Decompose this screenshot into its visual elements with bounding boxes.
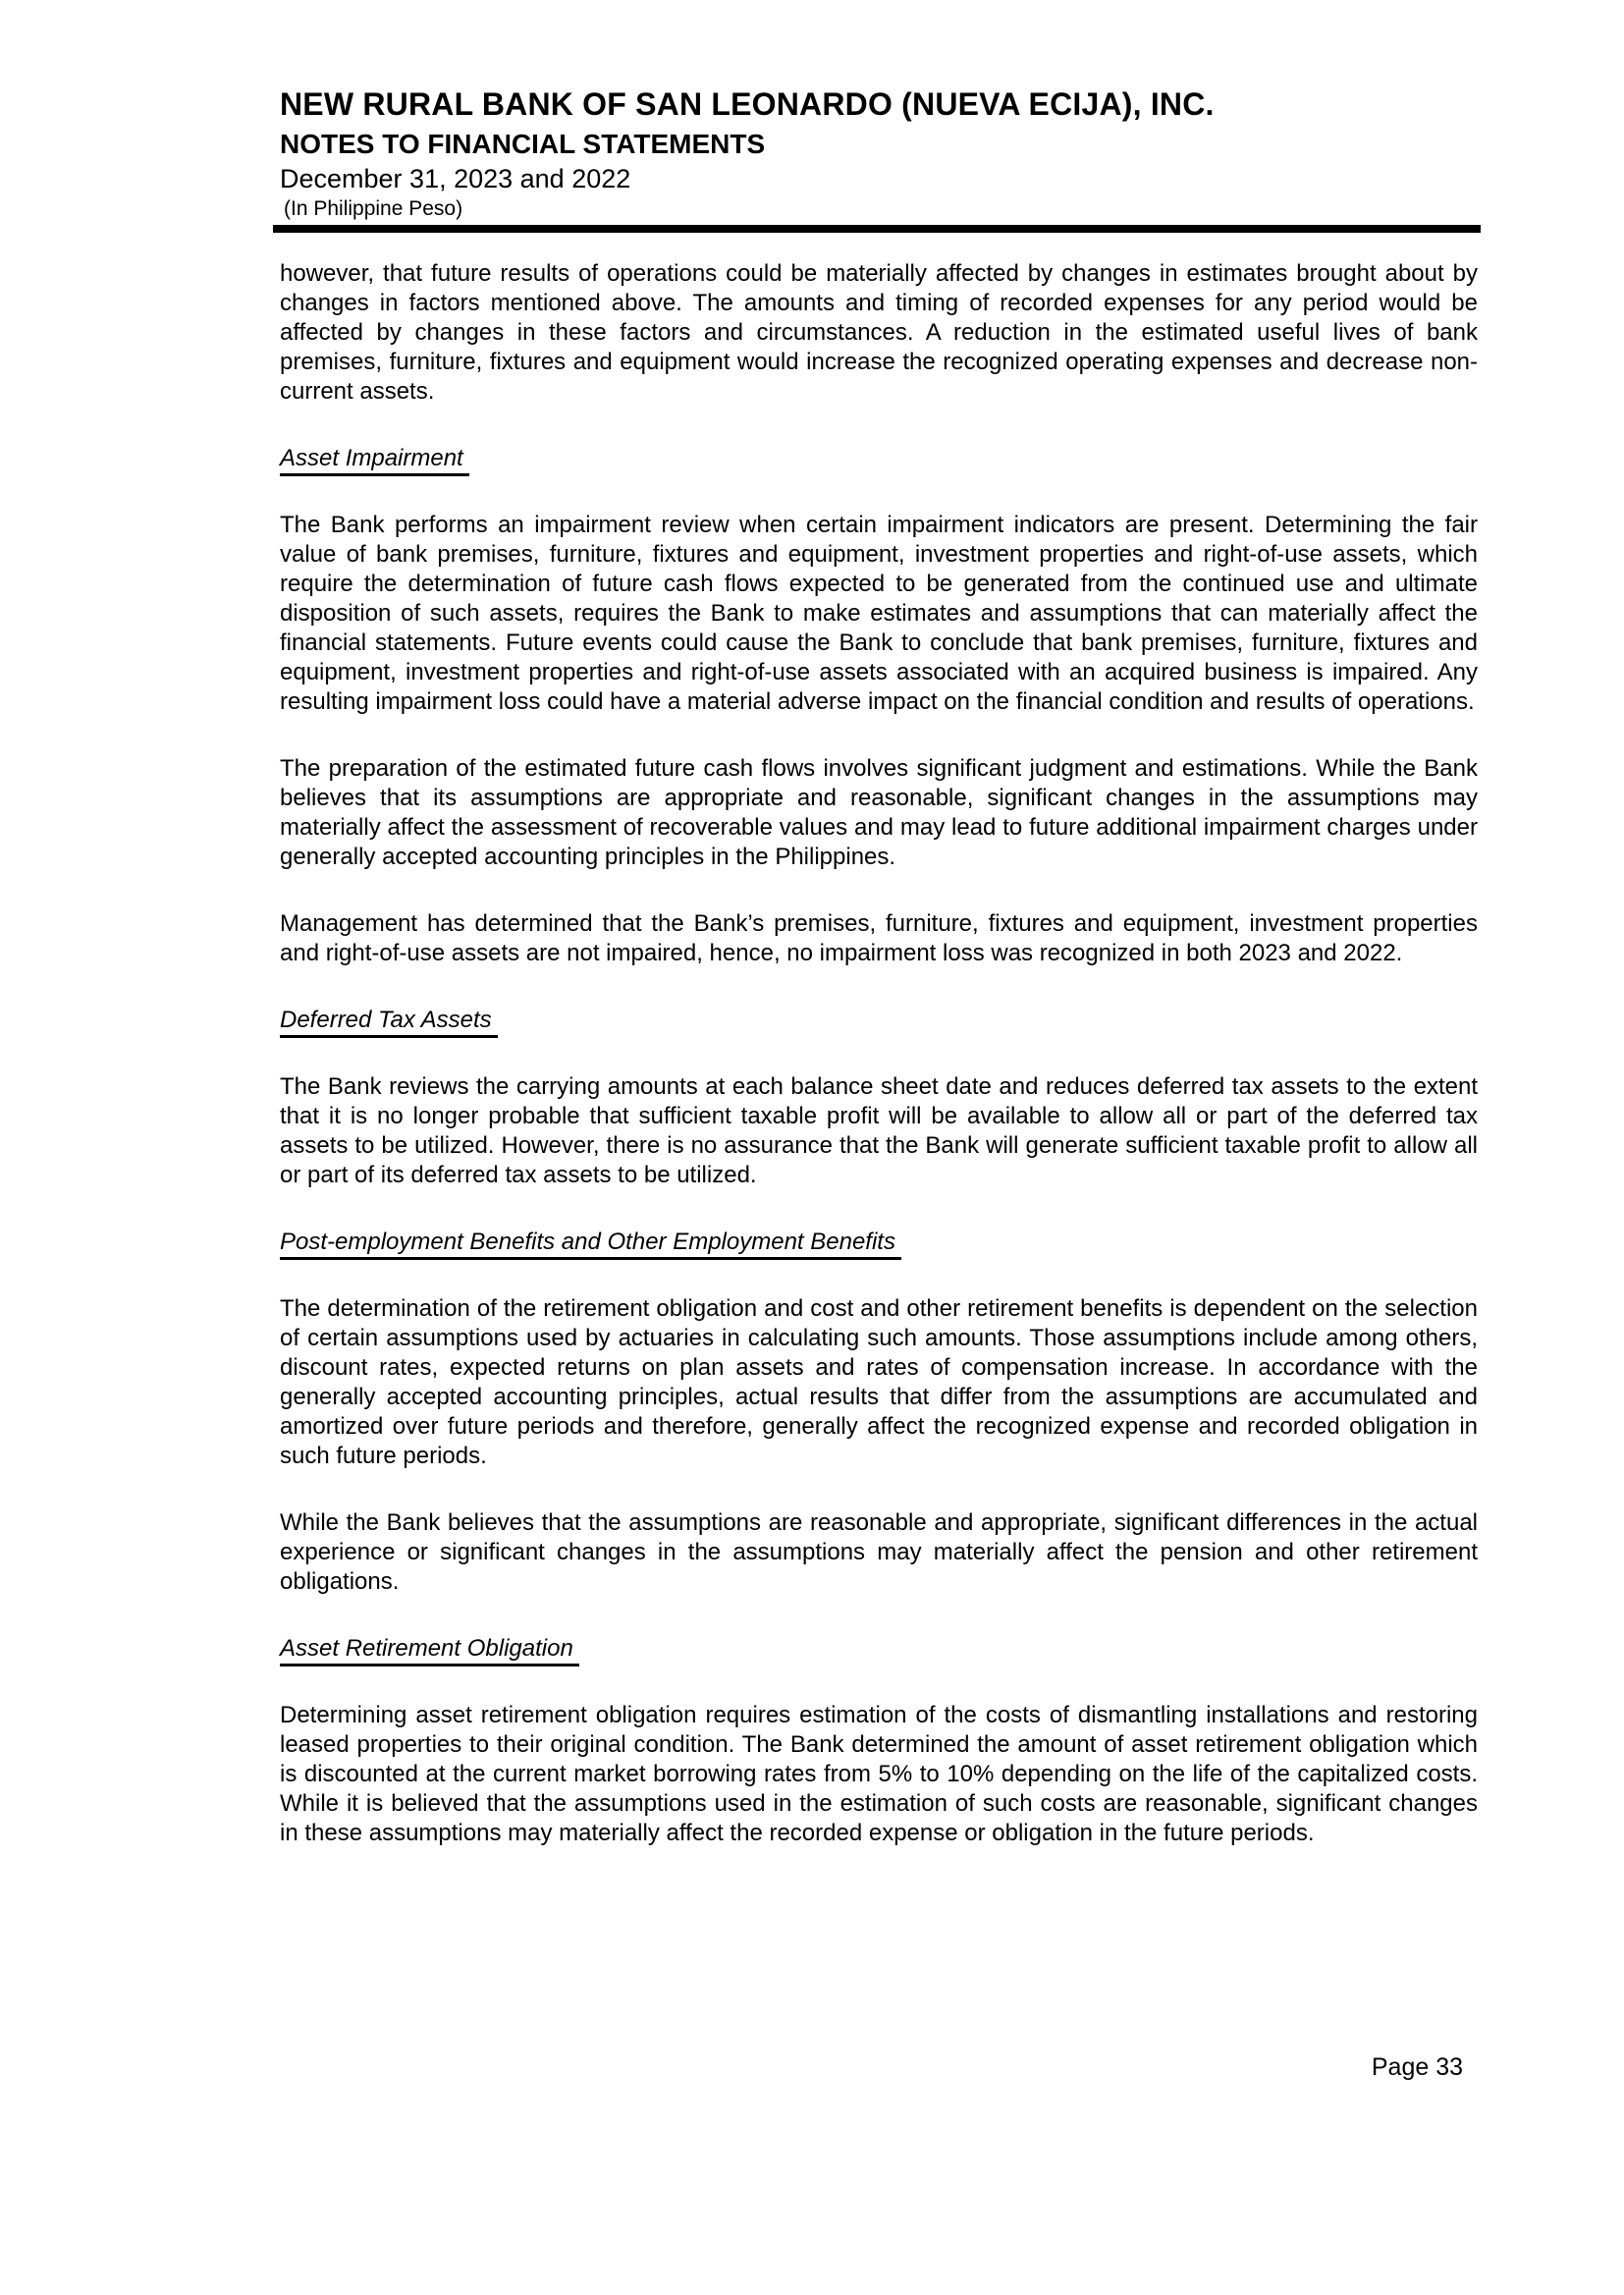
paragraph-impairment-review: The Bank performs an impairment review when certain impairment indicators are present. Determining the fair value of bank premises, furniture, fixtures and equipment, investment properties and right-of-use assets, which require the determination of future cash flows expected to be generated from the continued use and ultimate disposition of such assets, requires the Bank to make estimates and assumptions that can materially affect the financial statements. Future events could cause the Bank to conclude that bank premises, furniture, fixtures and equipment, investment properties and right-of-use assets associated with an acquired business is impaired. Any resulting impairment loss could have a material adverse impact on the financial condition and results of operations. xyxy=(280,512,1478,715)
section-heading-label: Asset Impairment xyxy=(280,445,469,476)
document-title: NOTES TO FINANCIAL STATEMENTS xyxy=(280,129,766,159)
page-content xyxy=(280,82,1478,1848)
paragraph-management-determination: Management has determined that the Bank’s premises, furniture, fixtures and equipment, investment properties and right-of-use assets are not impaired, hence, no impairment loss was recognized in both 2023 and 2022. xyxy=(280,910,1478,966)
paragraph-deferred-tax-review: The Bank reviews the carrying amounts at each balance sheet date and reduces deferred tax assets to the extent that it is no longer probable that sufficient taxable profit will be available to allow all or part of the deferred tax assets to be utilized. However, there is no assurance that the Bank will generate sufficient taxable profit to allow all or part of its deferred tax assets to be utilized. xyxy=(280,1073,1478,1188)
header-divider xyxy=(273,225,1481,233)
document-header xyxy=(280,82,1478,233)
statement-period: December 31, 2023 and 2022 xyxy=(280,164,631,193)
section-heading-label: Asset Retirement Obligation xyxy=(280,1635,579,1667)
page-number: Page 33 xyxy=(1371,2053,1463,2081)
section-heading-label: Deferred Tax Assets xyxy=(280,1007,498,1038)
notes-body xyxy=(280,259,1478,1848)
section-heading-post-employment-benefits xyxy=(280,1228,1478,1257)
bank-name: NEW RURAL BANK OF SAN LEONARDO (NUEVA ECIJA), INC. xyxy=(280,86,1215,122)
section-heading-asset-impairment xyxy=(280,444,1478,473)
currency-note: (In Philippine Peso) xyxy=(284,197,463,220)
section-heading-label: Post-employment Benefits and Other Employment Benefits xyxy=(280,1229,901,1260)
paragraph-cash-flow-preparation: The preparation of the estimated future cash flows involves significant judgment and estimations. While the Bank believes that its assumptions are appropriate and reasonable, significant changes in the assumptions may materially affect the assessment of recoverable values and may lead to future additional impairment charges under generally accepted accounting principles in the Philippines. xyxy=(280,755,1478,870)
paragraph-retirement-obligation-determination: The determination of the retirement obligation and cost and other retirement benefits is dependent on the selection of certain assumptions used by actuaries in calculating such amounts. Those assumptions include among others, discount rates, expected returns on plan assets and rates of compensation increase. In accordance with the generally accepted accounting principles, actual results that differ from the assumptions are accumulated and amortized over future periods and therefore, generally affect the recognized expense and recorded obligation in such future periods. xyxy=(280,1295,1478,1469)
paragraph-estimates-continuation: however, that future results of operations could be materially affected by changes in estimates brought about by changes in factors mentioned above. The amounts and timing of recorded expenses for any period would be affected by changes in these factors and circumstances. A reduction in the estimated useful lives of bank premises, furniture, fixtures and equipment would increase the recognized operating expenses and decrease non-current assets. xyxy=(280,260,1478,405)
paragraph-asset-retirement-estimation: Determining asset retirement obligation requires estimation of the costs of dismantling installations and restoring leased properties to their original condition. The Bank determined the amount of asset retirement obligation which is discounted at the current market borrowing rates from 5% to 10% depending on the life of the capitalized costs. While it is believed that the assumptions used in the estimation of such costs are reasonable, significant changes in these assumptions may materially affect the recorded expense or obligation in the future periods. xyxy=(280,1702,1478,1846)
paragraph-assumption-differences: While the Bank believes that the assumptions are reasonable and appropriate, significant differences in the actual experience or significant changes in the assumptions may materially affect the pension and other retirement obligations. xyxy=(280,1509,1478,1595)
section-heading-deferred-tax-assets xyxy=(280,1006,1478,1035)
section-heading-asset-retirement-obligation xyxy=(280,1634,1478,1664)
